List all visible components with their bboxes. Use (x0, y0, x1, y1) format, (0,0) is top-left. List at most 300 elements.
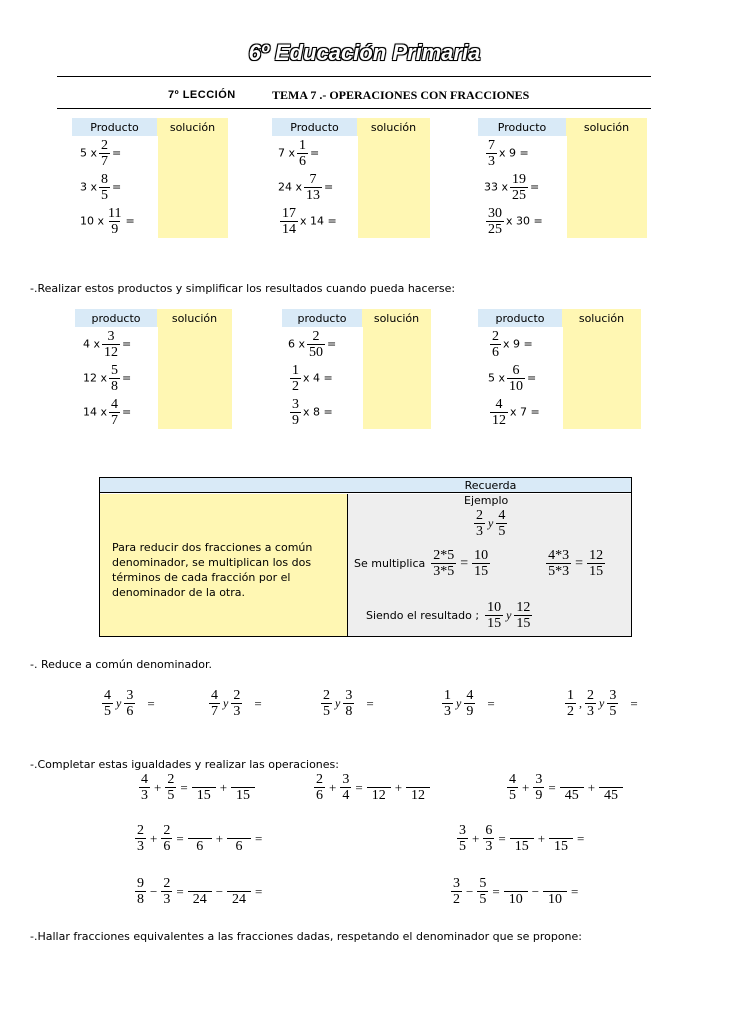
blank-numerator[interactable] (513, 823, 531, 838)
equals-sign: = (548, 779, 556, 795)
fraction (483, 823, 494, 854)
equals-sign: = (577, 830, 585, 846)
multiplier: 5 x (488, 371, 506, 384)
numerator: 2 (476, 508, 483, 523)
fraction (290, 397, 301, 428)
reduce-item (440, 688, 497, 719)
denominator: 6 (492, 344, 499, 360)
product-cell (75, 395, 157, 429)
product-cell (282, 395, 362, 429)
fraction (486, 206, 504, 237)
denominator: 5 (609, 704, 617, 719)
numerator: 2 (492, 328, 499, 344)
operator-text: = (112, 146, 122, 159)
operator-text: = (324, 180, 334, 193)
remember-rule-panel (100, 494, 348, 636)
solution-cell[interactable] (566, 136, 647, 170)
product-cell (478, 204, 566, 238)
numerator: 2 (167, 772, 175, 787)
solution-cell[interactable] (357, 204, 430, 238)
fraction (565, 688, 576, 719)
numerator: 3 (342, 772, 350, 787)
solution-cell[interactable] (157, 170, 228, 204)
instruction-common-denominator: -. Reduce a común denominador. (30, 658, 212, 671)
blank-fraction[interactable] (188, 823, 212, 854)
solution-cell[interactable] (157, 136, 228, 170)
numerator: 4 (495, 396, 503, 412)
exercise-row (72, 136, 228, 170)
product-cell (72, 204, 157, 238)
remember-rule-text: Para reducir dos fracciones a común denominador, se multiplican los dos términos de cada fracción por el denominador de la otra. (112, 541, 313, 599)
denominator: 6 (163, 839, 171, 854)
blank-fraction[interactable] (504, 876, 528, 907)
equals-sign: = (355, 779, 363, 795)
column-header-solution: solución (157, 309, 232, 327)
fraction (510, 172, 528, 203)
instruction-equivalent: -.Hallar fracciones equivalentes a las fracciones dadas, respetando el denominador que se propone: (30, 930, 582, 943)
exercise-row (478, 361, 641, 395)
equals-sign: = (255, 830, 263, 846)
denominator: 7 (211, 704, 218, 719)
denominator: 3 (233, 704, 241, 719)
fraction (507, 772, 518, 803)
numerator: 4 (466, 688, 474, 703)
blank-numerator[interactable] (552, 823, 570, 838)
denominator: 10 (543, 891, 567, 907)
solution-cell[interactable] (157, 327, 232, 361)
numerator: 2 (137, 823, 144, 838)
fraction (472, 548, 490, 579)
blank-numerator[interactable] (563, 772, 581, 787)
denominator: 3 (137, 839, 144, 854)
numerator: 10 (474, 548, 489, 563)
numerator: 8 (101, 171, 109, 187)
equals-sign: = (492, 883, 500, 899)
denominator: 3 (485, 839, 493, 854)
denominator: 8 (137, 892, 144, 907)
equals-sign: = (498, 830, 506, 846)
denominator: 10 (504, 891, 528, 907)
equation-item (449, 876, 580, 907)
column-header-product: producto (282, 309, 362, 327)
operator-text: = (122, 371, 132, 384)
denominator: 5 (498, 524, 506, 539)
fraction (109, 363, 120, 394)
numerator: 2 (323, 688, 330, 703)
denominator: 7 (111, 412, 119, 428)
denominator: 15 (474, 564, 489, 579)
exercise-row (75, 361, 232, 395)
multiplier: 5 x (80, 146, 98, 159)
numerator: 2*5 (433, 548, 455, 563)
numerator: 2 (101, 137, 109, 153)
multiply-step (354, 548, 607, 579)
denominator: 13 (306, 187, 321, 203)
numerator: 1 (292, 362, 299, 378)
example-label: Ejemplo (464, 494, 509, 507)
fraction (321, 688, 332, 719)
operator: + (537, 830, 546, 846)
remember-example-panel (348, 494, 631, 636)
solution-cell[interactable] (566, 170, 647, 204)
numerator: 30 (488, 205, 502, 221)
multiplier: 3 x (80, 180, 98, 193)
reduce-item (207, 688, 264, 719)
separator: , (579, 696, 582, 710)
product-cell (478, 136, 566, 170)
numerator: 3 (609, 688, 617, 703)
numerator: 4 (111, 396, 119, 412)
equals-sign: = (366, 695, 374, 711)
fraction (297, 138, 308, 169)
operator-text: = (122, 337, 132, 350)
equation-item (505, 772, 625, 803)
blank-numerator[interactable] (546, 876, 564, 891)
blank-fraction[interactable] (543, 876, 567, 907)
header-rule-bottom (57, 108, 651, 109)
equals-sign: = (176, 883, 184, 899)
exercise-row (282, 395, 431, 429)
fraction (507, 363, 525, 394)
blank-numerator[interactable] (230, 876, 248, 891)
solution-cell[interactable] (566, 204, 647, 238)
numerator: 2 (163, 876, 171, 891)
denominator: 15 (516, 616, 531, 631)
remember-box (99, 477, 632, 637)
fraction (343, 688, 354, 719)
numerator: 4 (498, 508, 506, 523)
numerator: 2 (312, 328, 320, 344)
operator: + (587, 779, 596, 795)
fraction (280, 206, 298, 237)
equation-item (133, 876, 264, 907)
denominator: 7 (101, 153, 109, 169)
example-fractions (472, 508, 509, 539)
denominator: 45 (560, 787, 584, 803)
equation-item (312, 772, 432, 803)
operator: − (150, 883, 158, 899)
denominator: 5 (459, 839, 466, 854)
operator: + (215, 830, 224, 846)
numerator: 9 (137, 876, 144, 891)
product-cell (282, 361, 362, 395)
denominator: 50 (309, 344, 324, 360)
numerator: 4*3 (548, 548, 570, 563)
denominator: 15 (192, 787, 216, 803)
numerator: 19 (512, 171, 527, 187)
numerator: 10 (487, 600, 502, 615)
solution-cell[interactable] (562, 327, 641, 361)
exercise-row (75, 327, 232, 361)
exercise-table-group (72, 118, 228, 238)
operator-text: x 8 = (303, 405, 333, 418)
operator-text: = (530, 180, 540, 193)
reduce-item (319, 688, 376, 719)
numerator: 6 (512, 362, 520, 378)
operator-text: = (310, 146, 320, 159)
denominator: 5 (323, 704, 330, 719)
operator: + (219, 779, 228, 795)
instruction-simplify: -.Realizar estos productos y simplificar los resultados cuando pueda hacerse: (30, 282, 456, 295)
operator-text: = (327, 337, 337, 350)
denominator: 45 (599, 787, 623, 803)
denominator: 6 (316, 788, 323, 803)
exercise-row (478, 395, 641, 429)
solution-cell[interactable] (362, 327, 431, 361)
numerator: 3 (453, 876, 460, 891)
operator: + (154, 779, 162, 795)
denominator: 15 (231, 787, 255, 803)
denominator: 8 (345, 704, 353, 719)
denominator: 2 (292, 378, 299, 394)
result-step (366, 600, 534, 631)
column-header-solution: solución (357, 118, 430, 136)
separator: y (456, 696, 462, 710)
lesson-label: 7º LECCIÓN (168, 89, 236, 101)
multiplier: 7 x (278, 146, 296, 159)
blank-numerator[interactable] (230, 823, 248, 838)
product-cell (72, 170, 157, 204)
exercise-row (478, 204, 647, 238)
operator-text: x 14 = (300, 214, 337, 227)
fraction (99, 172, 110, 203)
numerator: 12 (516, 600, 531, 615)
equals-sign: = (176, 830, 184, 846)
reduce-item (563, 688, 640, 719)
numerator: 6 (485, 823, 493, 838)
fraction (451, 876, 462, 907)
fraction (496, 508, 507, 539)
blank-numerator[interactable] (234, 772, 252, 787)
fraction (124, 688, 135, 719)
blank-numerator[interactable] (370, 772, 388, 787)
blank-fraction[interactable] (188, 876, 212, 907)
blank-fraction[interactable] (406, 772, 430, 803)
solution-cell[interactable] (157, 395, 232, 429)
equals-sign: = (460, 555, 469, 571)
exercise-row (75, 395, 232, 429)
page-title: 6º Educación Primaria (248, 40, 481, 65)
conjunction: y (488, 516, 494, 530)
solution-cell[interactable] (362, 395, 431, 429)
denominator: 24 (227, 891, 251, 907)
numerator: 3 (535, 772, 543, 787)
fraction (102, 329, 120, 360)
blank-fraction[interactable] (227, 876, 251, 907)
blank-numerator[interactable] (191, 823, 209, 838)
fraction (587, 548, 605, 579)
exercise-table-group (272, 118, 430, 238)
multiplier: 10 x (80, 214, 105, 227)
equals-sign: = (575, 555, 584, 571)
numerator: 3 (345, 688, 353, 703)
operator: + (394, 779, 403, 795)
operator-text: = (112, 180, 122, 193)
fraction (290, 363, 301, 394)
operator: − (466, 883, 474, 899)
denominator: 12 (104, 344, 119, 360)
multiplier: 33 x (484, 180, 509, 193)
operator-text: = (125, 214, 135, 227)
denominator: 15 (487, 616, 502, 631)
topic-title: TEMA 7 .- OPERACIONES CON FRACCIONES (272, 88, 530, 102)
numerator: 5 (479, 876, 487, 891)
equals-sign: = (254, 695, 262, 711)
column-header-solution: solución (566, 118, 647, 136)
blank-numerator[interactable] (195, 772, 213, 787)
blank-fraction[interactable] (510, 823, 534, 854)
equation-item (133, 823, 264, 854)
fraction (514, 600, 532, 631)
numerator: 1 (444, 688, 451, 703)
conjunction: y (506, 608, 512, 622)
operator-text: = (527, 371, 537, 384)
denominator: 15 (589, 564, 604, 579)
equals-sign: = (147, 695, 155, 711)
solution-cell[interactable] (357, 170, 430, 204)
blank-fraction[interactable] (231, 772, 255, 803)
numerator: 2 (587, 688, 594, 703)
column-header-product: Producto (72, 118, 157, 136)
exercise-row (282, 361, 431, 395)
blank-numerator[interactable] (602, 772, 620, 787)
numerator: 3 (126, 688, 134, 703)
numerator: 2 (163, 823, 171, 838)
remember-heading: Recuerda (100, 478, 631, 493)
operator-text: x 30 = (506, 214, 543, 227)
fraction (161, 876, 172, 907)
denominator: 6 (227, 838, 251, 854)
numerator: 1 (567, 688, 574, 703)
solution-cell[interactable] (157, 204, 228, 238)
operator: + (150, 830, 158, 846)
product-cell (75, 361, 157, 395)
fraction (474, 508, 485, 539)
operator: + (329, 779, 337, 795)
blank-fraction[interactable] (227, 823, 251, 854)
multiplier: 24 x (278, 180, 303, 193)
fraction (304, 172, 322, 203)
denominator: 5 (509, 788, 516, 803)
denominator: 12 (492, 412, 506, 428)
denominator: 6 (299, 153, 307, 169)
multiplier: 4 x (83, 337, 101, 350)
numerator: 12 (589, 548, 604, 563)
blank-fraction[interactable] (549, 823, 573, 854)
product-cell (478, 361, 562, 395)
blank-fraction[interactable] (192, 772, 216, 803)
blank-numerator[interactable] (507, 876, 525, 891)
operator-text: x 9 = (503, 337, 533, 350)
fraction (486, 138, 497, 169)
product-cell (272, 204, 357, 238)
fraction (139, 772, 150, 803)
exercise-row (478, 327, 641, 361)
equals-sign: = (255, 883, 263, 899)
operator-text: x 9 = (499, 146, 529, 159)
blank-fraction[interactable] (560, 772, 584, 803)
column-header-solution: solución (562, 309, 641, 327)
column-header-product: producto (478, 309, 562, 327)
denominator: 5 (101, 187, 109, 203)
fraction (546, 548, 571, 579)
fraction (135, 823, 146, 854)
operator: − (531, 883, 540, 899)
numerator: 4 (211, 688, 218, 703)
multiply-label: Se multiplica (354, 557, 426, 570)
exercise-row (272, 136, 430, 170)
exercise-table-group (478, 118, 647, 238)
denominator: 25 (512, 187, 527, 203)
fraction (165, 772, 176, 803)
solution-cell[interactable] (157, 361, 232, 395)
fraction (314, 772, 325, 803)
numerator: 17 (282, 205, 296, 221)
denominator: 3 (444, 704, 451, 719)
product-cell (282, 327, 362, 361)
solution-cell[interactable] (362, 361, 431, 395)
numerator: 2 (233, 688, 241, 703)
equals-sign: = (571, 883, 579, 899)
denominator: 3 (488, 153, 495, 169)
fraction (607, 688, 618, 719)
denominator: 5 (167, 788, 175, 803)
denominator: 5 (479, 892, 487, 907)
fraction (585, 688, 596, 719)
column-header-solution: solución (157, 118, 228, 136)
numerator: 5 (111, 362, 119, 378)
fraction (307, 329, 325, 360)
denominator: 12 (367, 787, 391, 803)
denominator: 6 (188, 838, 212, 854)
product-cell (478, 395, 562, 429)
solution-cell[interactable] (357, 136, 430, 170)
blank-numerator[interactable] (191, 876, 209, 891)
reduce-item (100, 688, 157, 719)
fraction (485, 600, 503, 631)
denominator: 5*3 (548, 564, 570, 579)
denominator: 10 (509, 378, 524, 394)
solution-cell[interactable] (562, 361, 641, 395)
solution-cell[interactable] (562, 395, 641, 429)
blank-fraction[interactable] (367, 772, 391, 803)
column-header-product: producto (75, 309, 157, 327)
numerator: 4 (141, 772, 148, 787)
fraction (457, 823, 468, 854)
equals-sign: = (180, 779, 188, 795)
separator: y (335, 696, 341, 710)
exercise-row (478, 170, 647, 204)
operator-text: x 4 = (303, 371, 333, 384)
column-header-product: Producto (478, 118, 566, 136)
blank-fraction[interactable] (599, 772, 623, 803)
operator: + (472, 830, 480, 846)
product-cell (272, 136, 357, 170)
fraction (109, 397, 120, 428)
denominator: 4 (342, 788, 350, 803)
denominator: 9 (292, 412, 299, 428)
numerator: 11 (108, 205, 122, 221)
numerator: 7 (488, 137, 495, 153)
fraction (431, 548, 456, 579)
denominator: 2 (567, 704, 574, 719)
exercise-table-group (75, 309, 232, 429)
blank-numerator[interactable] (409, 772, 427, 787)
operator: + (522, 779, 530, 795)
exercise-row (72, 170, 228, 204)
header-rule-top (57, 76, 651, 77)
denominator: 6 (126, 704, 134, 719)
